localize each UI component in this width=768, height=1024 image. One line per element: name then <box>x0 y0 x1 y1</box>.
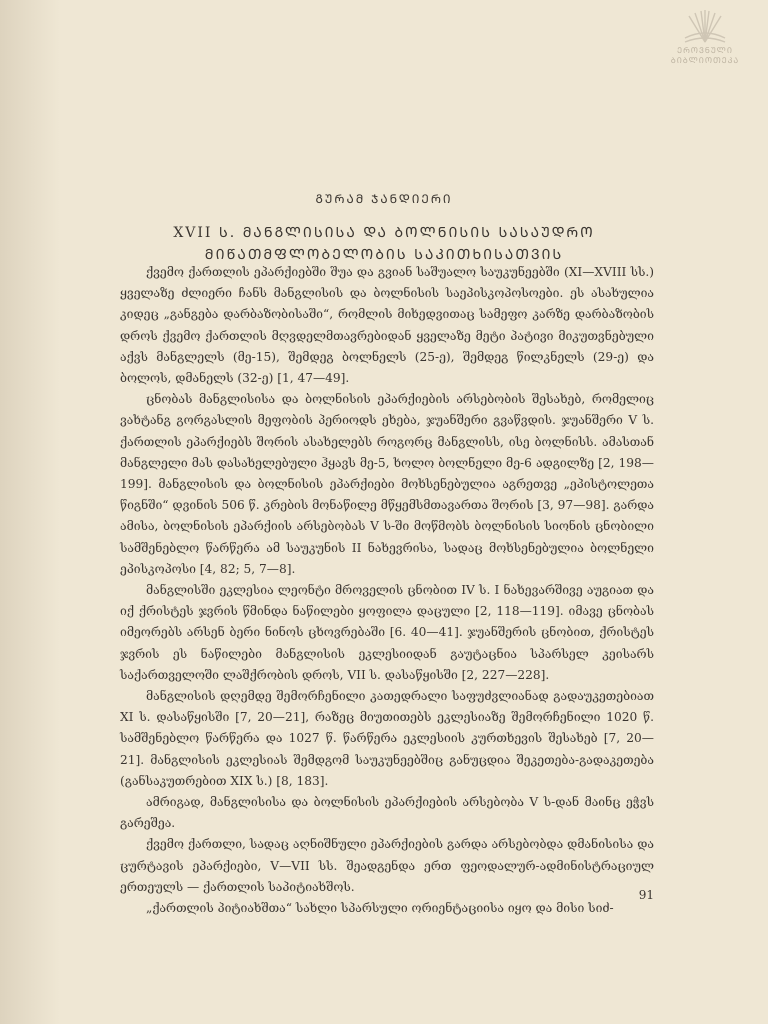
title-line-2: ᲛᲘᲬᲐᲗᲛᲤᲚᲝᲑᲔᲚᲝᲑᲘᲡ ᲡᲐᲙᲘᲗᲮᲘᲡᲐᲗᲕᲘᲡ <box>204 247 564 263</box>
page-gutter-shadow <box>0 0 60 1024</box>
paragraph-3: მანგლისში ეკლესია ლეონტი მროველის ცნობით IV ს. I ნახევარშივე აუგიათ და იქ ქრისტეს ჯვრის წმინდა ნაწილები ყოფილა დაცული [2, 118—119]. იმავე ცნობას იმეორებს არსენ ბერი ნინოს ცხოვრებაში [6. 40—41]. ჯუანშერის ცნობით, ქრისტეს ჯვრის ეს ნაწილები მანგლისის ეკლესიიდან გაუტაცნია სპარსელ კეისარს საქართველოში ლაშქრობის დროს, VII ს. დასაწყისში [2, 227—228]. <box>120 583 654 682</box>
logo-line-1: ᲔᲠᲝᲕᲜᲣᲚᲘ <box>677 46 733 55</box>
article-title <box>0 222 768 266</box>
book-fan-icon <box>679 8 731 46</box>
library-logo <box>655 8 755 88</box>
paragraph-6: ქვემო ქართლი, სადაც აღნიშნული ეპარქიების გარდა არსებობდა დმანისისა და ცურტავის ეპარქიები, V—VII სს. შეადგენდა ერთ ფეოდალურ-ადმინისტრაციულ ერთეულს — ქართლის საპიტიახშოს. <box>120 837 654 894</box>
paragraph-4: მანგლისის დღემდე შემორჩენილი კათედრალი საფუძვლიანად გადაუკეთებიათ XI ს. დასაწყისში [7, 20—21], რაზეც მიუთითებს ეკლესიაზე შემორჩენილი 1020 წ. სამშენებლო წარწერა და 1027 წ. წარწერა ეკლესიის კურთხევის შესახებ [7, 20—21]. მანგლისის ეკლესიას შემდგომ საუკუნეებშიც განუცდია შეკეთება-გადაკეთება (განსაკუთრებით XIX ს.) [8, 183]. <box>120 689 654 788</box>
paragraph-7: „ქართლის პიტიახშთა“ სახლი სპარსული ორიენტაციისა იყო და მისი სიძ- <box>146 901 614 916</box>
author-name: ᲒᲣᲠᲐᲛ ᲯᲐᲜᲓᲘᲔᲠᲘ <box>315 192 453 206</box>
paragraph-2: ცნობას მანგლისისა და ბოლნისის ეპარქიების არსებობის შესახებ, რომელიც ვახტანგ გორგასლის მეფობის პერიოდს ეხება, ჯუანშერი გვაწვდის. ჯუანშერი V ს. ქართლის ეპარქიებს შორის ასახელებს როგორც მანგლისს, ისე ბოლნისს. ამასთან მანგლელი მას დასახელებული ჰყავს მე-5, ხოლო ბოლნელი მე-6 ადგილზე [2, 198—199]. მანგლისის და ბოლნისის ეპარქიები მოხსენებულია აგრეთვე „ეპისტოლეთა წიგნში“ დვინის 506 წ. კრების მონაწილე მწყემსმთავართა შორის [3, 97—98]. გარდა ამისა, ბოლნისის ეპარქიის არსებობას V ს-ში მოწმობს ბოლნისის სიონის ცნობილი სამშენებლო წარწერა ამ საუკუნის II ნახევრისა, სადაც მოხსენებულია ბოლნელი ეპისკოპოსი [4, 82; 5, 7—8]. <box>120 392 654 576</box>
paragraph-1: ქვემო ქართლის ეპარქიებში შუა და გვიან საშუალო საუკუნეებში (XI—XVIII სს.) ყველაზე ძლიერი ჩანს მანგლისის და ბოლნისის საეპისკოპოსოები. ეს ასახულია კიდეც „განგება დარბაზობისაში“, რომლის მიხედვითაც სამეფო კარზე დარბაზობის დროს ქვემო ქართლის მღვდელმთავრებიდან ყველაზე მეტი პატივი მიკუთვნებული აქვს მანგლელს (მე-15), შემდეგ ბოლნელს (25-ე), შემდეგ წილკნელს (29-ე) და ბოლოს, დმანელს (32-ე) [1, 47—49]. <box>120 265 654 386</box>
logo-line-2: ᲑᲘᲑᲚᲘᲝᲗᲔᲙᲐ <box>670 56 740 65</box>
page-number: 91 <box>638 888 654 902</box>
title-line-1: XVII Ს. ᲛᲐᲜᲒᲚᲘᲡᲘᲡᲐ ᲓᲐ ᲑᲝᲚᲜᲘᲡᲘᲡ ᲡᲐᲡᲐᲣᲓᲠᲝ <box>173 225 595 241</box>
article-body <box>120 262 654 919</box>
paragraph-5: ამრიგად, მანგლისისა და ბოლნისის ეპარქიების არსებობა V ს-დან მაინც ეჭვს გარეშეა. <box>120 795 654 831</box>
